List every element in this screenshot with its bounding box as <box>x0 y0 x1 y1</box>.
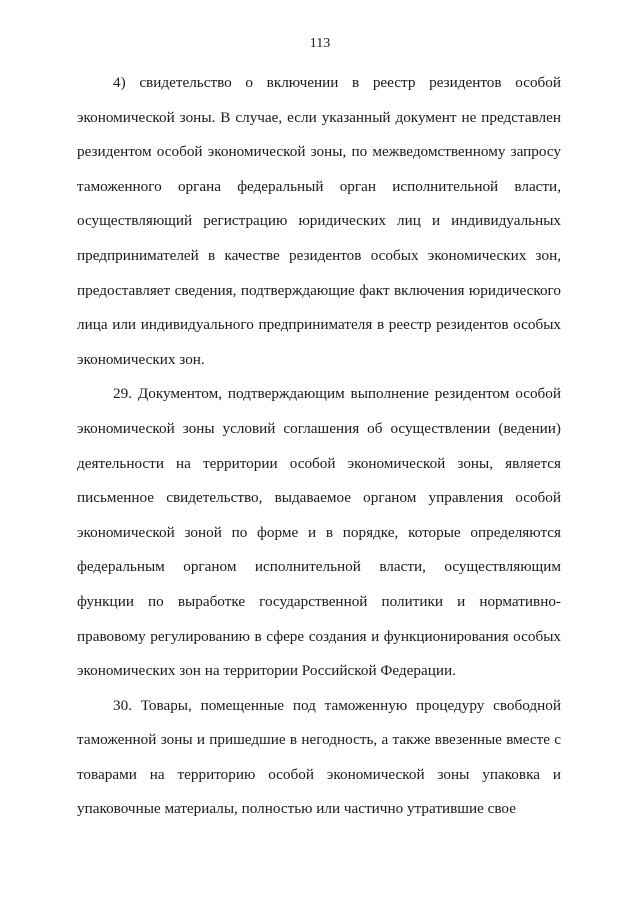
paragraph-item-4: 4) свидетельство о включении в реестр резидентов особой экономической зоны. В случае, если указанный документ не представлен резидентом особой экономической зоны, по межведомственному запросу таможенного органа федеральный орган исполнительной власти, осуществляющий регистрацию юридических лиц и индивидуальных предпринимателей в качестве резидентов особых экономических зон, предоставляет сведения, подтверждающие факт включения юридического лица или индивидуального предпринимателя в реестр резидентов особых экономических зон. <box>77 74 561 368</box>
paragraph-30: 30. Товары, помещенные под таможенную процедуру свободной таможенной зоны и пришедшие в негодность, а также ввезенные вместе с товарами на территорию особой экономической зоны упаковка и упаковочные материалы, полностью или частично утратившие свое <box>77 696 561 818</box>
paragraph-29: 29. Документом, подтверждающим выполнение резидентом особой экономической зоны условий соглашения об осуществлении (ведении) деятельности на территории особой экономической зоны, является письменное свидетельство, выдаваемое органом управления особой экономической зоной по форме и в порядке, которые определяются федеральным органом исполнительной власти, осуществляющим функции по выработке государственной политики и нормативно-правовому регулированию в сфере создания и функционирования особых экономических зон на территории Российской Федерации. <box>77 385 561 680</box>
page-number: 113 <box>309 36 331 51</box>
document-body <box>77 66 561 827</box>
